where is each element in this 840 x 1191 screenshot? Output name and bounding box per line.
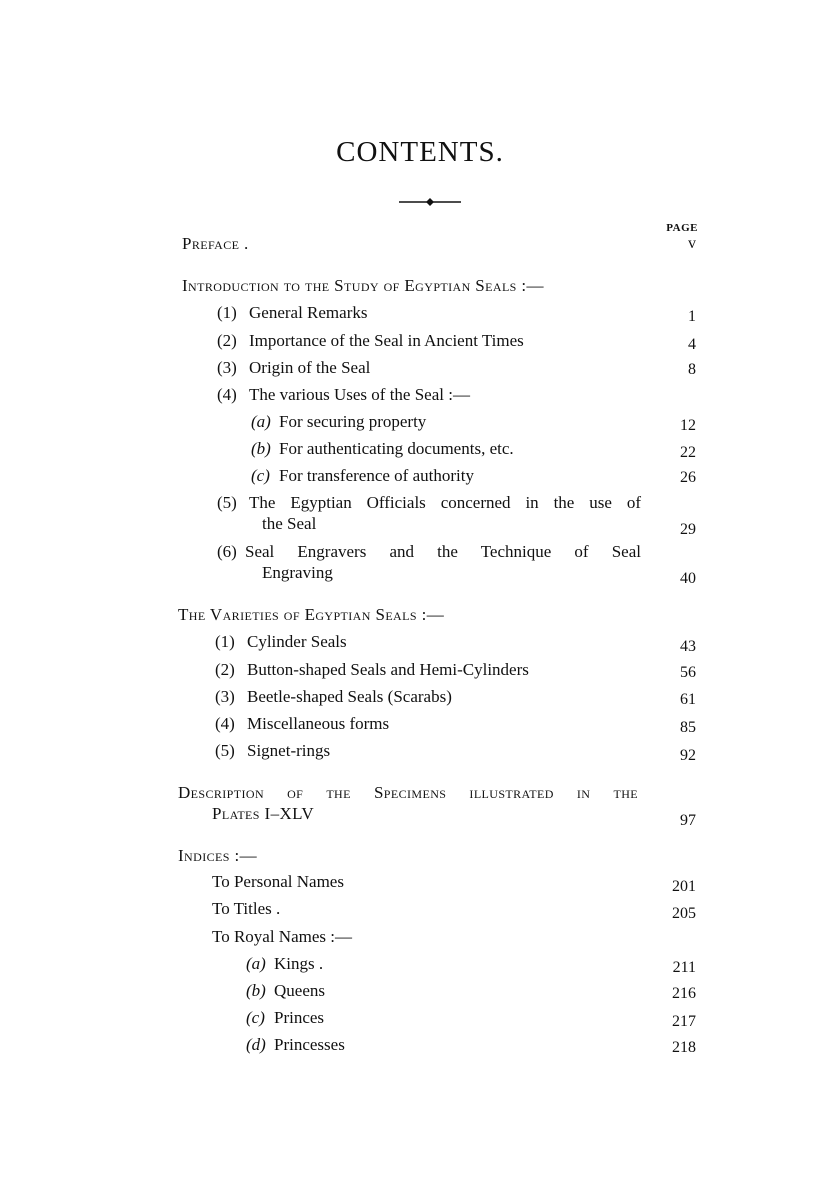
toc-label: Miscellaneous forms bbox=[247, 714, 390, 733]
toc-letter: (a) bbox=[246, 954, 266, 973]
toc-letter: (c) bbox=[251, 466, 270, 485]
toc-number: (5) bbox=[217, 493, 237, 512]
toc-label: To Personal Names bbox=[212, 872, 344, 891]
toc-page: 8 bbox=[688, 361, 696, 378]
toc-number: (4) bbox=[215, 714, 235, 733]
toc-page: 12 bbox=[680, 417, 696, 434]
toc-label: Importance of the Seal in Ancient Times bbox=[249, 331, 524, 350]
toc-page: 205 bbox=[672, 905, 696, 922]
toc-page: 56 bbox=[680, 664, 696, 681]
ornament-divider bbox=[399, 195, 461, 209]
toc-page: 211 bbox=[672, 959, 696, 976]
toc-label: Queens bbox=[274, 981, 325, 1000]
toc-page: 217 bbox=[672, 1013, 696, 1030]
toc-label-continued: the Seal bbox=[262, 514, 317, 533]
toc-page: 4 bbox=[688, 336, 696, 353]
toc-page: 92 bbox=[680, 747, 696, 764]
toc-letter: (b) bbox=[246, 981, 266, 1000]
toc-label: Princesses bbox=[274, 1035, 345, 1054]
toc-label: For securing property bbox=[279, 412, 427, 431]
toc-number: (6) bbox=[217, 542, 237, 561]
toc-label: Button-shaped Seals and Hemi-Cylinders bbox=[247, 660, 529, 679]
toc-letter: (c) bbox=[246, 1008, 265, 1027]
toc-label: For authenticating documents, etc. bbox=[279, 439, 514, 458]
toc-label: Signet-rings bbox=[247, 741, 331, 760]
toc-number: (4) bbox=[217, 385, 237, 404]
toc-letter: (d) bbox=[246, 1035, 266, 1054]
toc-section-label: The Varieties of Egyptian Seals :— bbox=[178, 605, 445, 624]
toc-page: 1 bbox=[688, 308, 696, 325]
toc-label: Preface . bbox=[182, 234, 249, 253]
toc-number: (2) bbox=[217, 331, 237, 350]
toc-page: 201 bbox=[672, 878, 696, 895]
toc-label: The various Uses of the Seal :— bbox=[249, 385, 470, 404]
toc-label: To Royal Names :— bbox=[212, 927, 352, 946]
toc-number: (5) bbox=[215, 741, 235, 760]
toc-section-label: Description of the Specimens illustrated in the bbox=[178, 783, 638, 802]
toc-page: 40 bbox=[680, 570, 696, 587]
toc-label-continued: Engraving bbox=[262, 563, 333, 582]
toc-number: (2) bbox=[215, 660, 235, 679]
toc-label-continued: Plates I–XLV bbox=[212, 804, 315, 823]
toc-label: Kings . bbox=[274, 954, 324, 973]
toc-page: v bbox=[688, 235, 696, 252]
toc-label: To Titles . bbox=[212, 899, 281, 918]
toc-label: General Remarks bbox=[249, 303, 368, 322]
toc-page: 29 bbox=[680, 521, 696, 538]
toc-label: For transference of authority bbox=[279, 466, 474, 485]
toc-section-label: Introduction to the Study of Egyptian Seals :— bbox=[182, 276, 544, 295]
toc-label: Origin of the Seal bbox=[249, 358, 371, 377]
toc-section-label: Indices :— bbox=[178, 846, 257, 865]
toc-page: 26 bbox=[680, 469, 696, 486]
toc-label: Seal Engravers and the Technique of Seal bbox=[245, 542, 641, 561]
page-column-header: PAGE bbox=[666, 222, 698, 234]
toc-page: 43 bbox=[680, 638, 696, 655]
toc-letter: (a) bbox=[251, 412, 271, 431]
toc-label: The Egyptian Officials concerned in the use of bbox=[249, 493, 641, 512]
toc-page: 216 bbox=[672, 985, 696, 1002]
toc-number: (3) bbox=[217, 358, 237, 377]
toc-number: (1) bbox=[217, 303, 237, 322]
toc-page: 97 bbox=[680, 812, 696, 829]
page-title: CONTENTS. bbox=[336, 136, 504, 168]
toc-label: Beetle-shaped Seals (Scarabs) bbox=[247, 687, 452, 706]
toc-page: 218 bbox=[672, 1039, 696, 1056]
toc-number: (1) bbox=[215, 632, 235, 651]
toc-page: 85 bbox=[680, 719, 696, 736]
toc-label: Cylinder Seals bbox=[247, 632, 347, 651]
toc-label: Princes bbox=[274, 1008, 325, 1027]
toc-page: 61 bbox=[680, 691, 696, 708]
toc-letter: (b) bbox=[251, 439, 271, 458]
toc-number: (3) bbox=[215, 687, 235, 706]
toc-page: 22 bbox=[680, 444, 696, 461]
